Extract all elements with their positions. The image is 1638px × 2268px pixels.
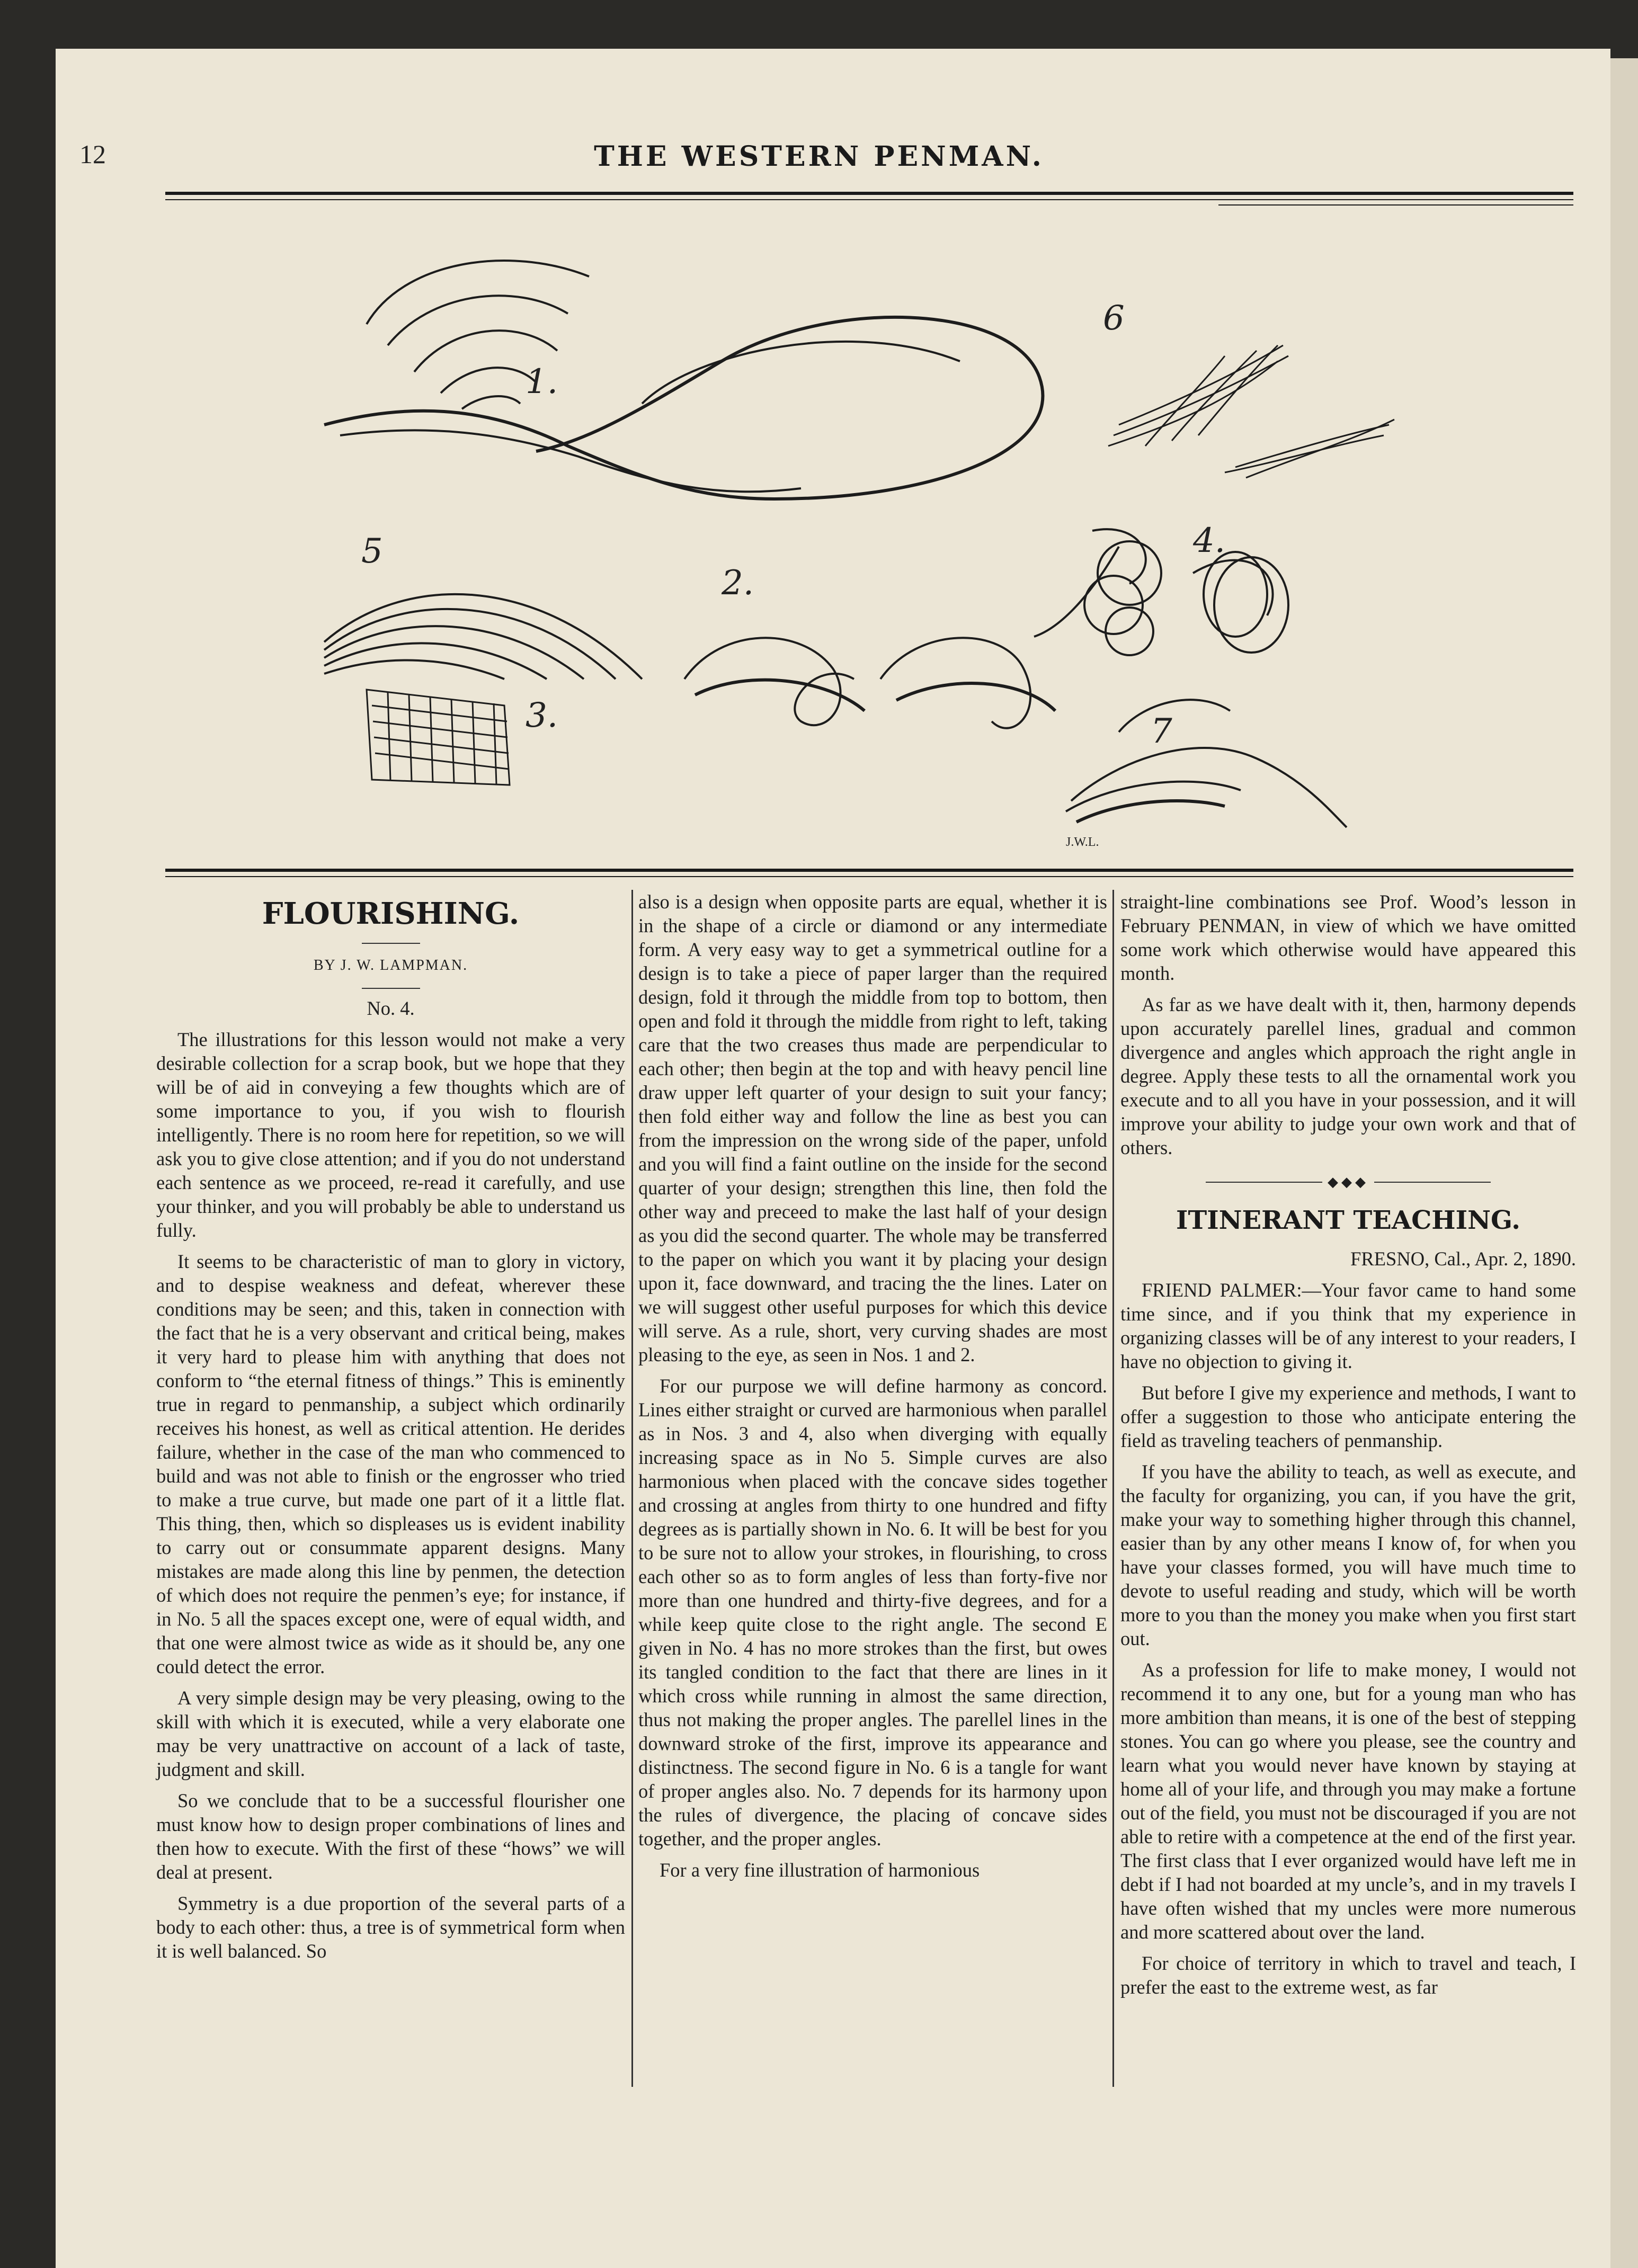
article-title-itinerant-teaching: ITINERANT TEACHING.: [1176, 1206, 1520, 1235]
flourish-4: [1034, 529, 1288, 655]
paragraph: The illustrations for this lesson would not make a very desirable collection for a scrap book, but we hope that they will be of aid in conveying a few thoughts which are of some importance to you, if you wish to flourish intelligently. There is no room here for repetition, so we will ask you to give close attention; and if you do not understand each sentence as we proceed, re-read it carefully, and use your thinker, and you will probably be able to understand us fully.: [156, 1029, 625, 1241]
paragraph: straight-line combinations see Prof. Wood’s lesson in February PENMAN, in view of which we have omitted some work which otherwise would have appeared this month.: [1120, 891, 1576, 984]
page-number: 12: [79, 139, 106, 169]
paragraph: FRIEND PALMER:—Your favor came to hand some time since, and if you think that my experience in organizing classes will be of any interest to your readers, I have no objection to giving it.: [1120, 1279, 1576, 1372]
figure-number-1: 1.: [526, 362, 558, 401]
paragraph: As a profession for life to make money, I would not recommend it to any one, but for a young man who has more ambition than means, it is one of the best of stepping stones. You can go where you please, see the country and learn what you would never have known by staying at home all of your life, and through you may make a fortune out of the field, you must not be discouraged if you are not able to retire with a competence at the end of the first year. The first class that I ever organized would have left me in debt if I had not boarded at my uncle’s, and in my travels I have often wished that my uncles were more numerous and more scattered about over the land.: [1120, 1659, 1576, 1943]
section-ornament: ◆◆◆: [1120, 1170, 1576, 1194]
byline: BY J. W. LAMPMAN.: [313, 957, 468, 974]
header-rule-thin: [165, 199, 1573, 200]
journal-title: THE WESTERN PENMAN.: [594, 140, 1044, 173]
column-1: [156, 890, 625, 1970]
column-divider-1: [631, 890, 633, 2087]
flourish-7: [1066, 700, 1347, 827]
paragraph: For choice of territory in which to travel and teach, I prefer the east to the extreme west, as far: [1120, 1952, 1576, 1998]
title-rule: [362, 943, 420, 944]
illustration-rule-thick: [165, 869, 1573, 872]
column-2: [638, 890, 1107, 1889]
paragraph: So we conclude that to be a successful flourisher one must know how to design proper combinations of lines and then how to execute. With the first of these “hows” we will deal at present.: [156, 1790, 625, 1883]
flourish-illustration: [165, 202, 1573, 864]
figure-number-6: 6: [1103, 299, 1125, 338]
paragraph: It seems to be characteristic of man to glory in victory, and to despise weakness and defeat, wherever these conditions may be seen; and this, taken in connection with the fact that he is a very observant and critical being, makes it very hard to please him with anything that does not conform to “the eternal fitness of things.” This is eminently true in regard to penmanship, a subject which ordinarily receives his honest, as well as critical attention. He derides failure, whether in the case of the man who commenced to build and was not able to finish or the engrosser who tried to make a true curve, but made one part of it a little flat. This thing, then, which so displeases us is evident inability to carry out or consummate apparent designs. Many mistakes are made along this line by penmen, the detection of which does not require the penmen’s eye; for instance, if in No. 5 all the spaces except one, were of equal width, and that one were almost twice as wide as it should be, any one could detect the error.: [156, 1251, 625, 1677]
paragraph: But before I give my experience and methods, I want to offer a suggestion to those who anticipate entering the field as traveling teachers of penmanship.: [1120, 1382, 1576, 1451]
flourish-1: [324, 261, 1043, 499]
figure-number-3: 3.: [526, 696, 558, 735]
dateline: FRESNO, Cal., Apr. 2, 1890.: [1350, 1248, 1576, 1270]
next-page-edge: [1610, 58, 1638, 2268]
illustration-rule-thin: [165, 876, 1573, 877]
figure-number-7: 7: [1151, 712, 1172, 751]
header-rule-thick: [165, 192, 1573, 195]
byline-rule: [362, 988, 420, 989]
artist-signature: J.W.L.: [1066, 835, 1099, 849]
paragraph: For our purpose we will define harmony as concord. Lines either straight or curved are harmonious when parallel as in Nos. 3 and 4, also when diverging with equally increasing space as in No 5. Simple curves are also harmonious when placed with the concave sides together and crossing at angles from thirty to one hundred and fifty degrees as is partially shown in No. 6. It will be best for you to be sure not to allow your strokes, in flourishing, to cross each other so as to form angles of less than forty-five nor more than one hundred and thirty-five degrees, and for a while keep quite close to the right angle. The second E given in No. 4 has no more strokes than the first, but owes its tangled condition to the fact that there are lines in it which cross while running in almost the same direction, thus not making the proper angles. The parellel lines in the downward stroke of the first, improve its appearance and distinctness. The second figure in No. 6 is a tangle for want of proper angles also. No. 7 depends for its harmony upon the rules of divergence, the placing of concave sides together, and the proper angles.: [638, 1375, 1107, 1850]
lesson-number: No. 4.: [367, 997, 415, 1019]
flourish-6: [1108, 345, 1394, 478]
paragraph: As far as we have dealt with it, then, harmony depends upon accurately parellel lines, gradual and common divergence and angles which approach the right angle in degree. Apply these tests to all the ornamental work you execute and to all you have in your possession, and it will improve your ability to judge your own work and that of others.: [1120, 994, 1576, 1158]
paragraph: A very simple design may be very pleasing, owing to the skill with which it is executed, while a very elaborate one may be very unattractive on account of a lack of taste, judgment and skill.: [156, 1687, 625, 1780]
figure-number-5: 5: [361, 532, 383, 571]
column-divider-2: [1112, 890, 1114, 2087]
paragraph: If you have the ability to teach, as well as execute, and the faculty for organizing, you can, if you have the grit, make your way to something higher through this channel, easier than by any other means I know of, for when you have your classes formed, you will have much time to devote to useful reading and study, which will be worth more to you than the money you make when you first start out.: [1120, 1461, 1576, 1649]
flourish-3: [367, 690, 510, 785]
paragraph: For a very fine illustration of harmonious: [660, 1859, 980, 1881]
flourish-5: [324, 594, 642, 679]
figure-number-4: 4.: [1193, 521, 1226, 560]
figure-number-2: 2.: [722, 564, 754, 603]
article-title-flourishing: FLOURISHING.: [262, 896, 520, 931]
flourish-2: [684, 638, 1055, 728]
paragraph: also is a design when opposite parts are equal, whether it is in the shape of a circle or diamond or any intermediate form. A very easy way to get a symmetrical outline for a design is to take a piece of paper larger than the required design, fold it through the middle from top to bottom, then open and fold it through the middle from right to left, taking care that the two creases thus made are perpendicular to each other; then begin at the top and with heavy pencil line draw upper left quarter of your design to suit your fancy; then fold either way and follow the line as best you can from the impression on the wrong side of the paper, unfold and you will find a faint outline on the inside for the second quarter of your design; strengthen this line, then fold the other way and preceed to make the last half of your design as you did the second quarter. The whole may be transferred to the paper on which you want it by placing your design upon it, face downward, and tracing the the lines. Later on we will suggest other useful purposes for which this device will serve. As a rule, short, very curving shades are most pleasing to the eye, as seen in Nos. 1 and 2.: [638, 891, 1107, 1365]
paragraph: Symmetry is a due proportion of the several parts of a body to each other: thus, a tree is of symmetrical form when it is well balanced. So: [156, 1892, 625, 1962]
column-3: [1120, 890, 1576, 2006]
